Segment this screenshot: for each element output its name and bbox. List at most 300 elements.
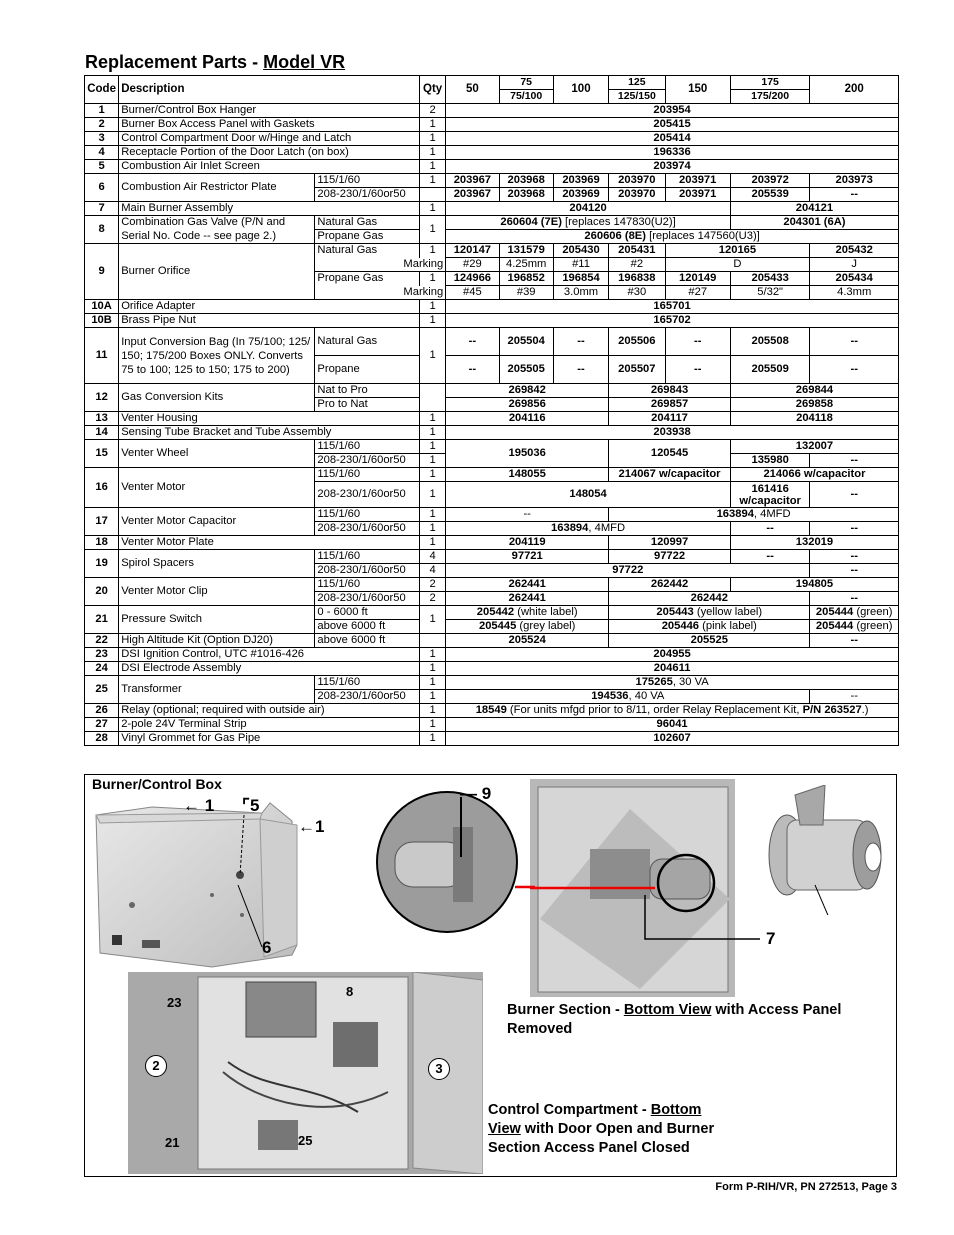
part-number: --	[810, 550, 899, 564]
callout-25: 25	[298, 1133, 313, 1148]
row-description: Combustion Air Restrictor Plate	[119, 174, 315, 202]
callout-6: 6	[262, 938, 272, 957]
part-number: 97722	[446, 564, 810, 578]
marking-value: J	[810, 258, 899, 272]
part-number: 205433	[730, 272, 809, 286]
part-number: 269842	[446, 384, 609, 398]
part-number: 205414	[446, 132, 899, 146]
page-title: Replacement Parts - Model VR	[85, 52, 346, 72]
part-number: --	[810, 592, 899, 606]
callout-1-left: ← 1	[183, 796, 215, 815]
part-number: --	[810, 188, 899, 202]
row-qty: 2	[420, 592, 446, 606]
part-number: --	[665, 356, 730, 384]
part-number: 203971	[665, 174, 730, 188]
part-number: 205444 (green)	[810, 606, 899, 620]
row-code: 26	[85, 704, 119, 718]
row-description: High Altitude Kit (Option DJ20)	[119, 634, 315, 648]
part-number: --	[665, 328, 730, 356]
table-row	[85, 174, 899, 188]
table-row	[85, 718, 899, 732]
voltage-label: 115/1/60	[315, 508, 420, 522]
table-row	[85, 508, 899, 522]
row-code: 6	[85, 174, 119, 202]
gas-type-label: Propane	[315, 356, 420, 384]
row-qty: 1	[420, 508, 446, 522]
row-qty: 1	[420, 662, 446, 676]
table-row	[85, 648, 899, 662]
header-size-175: 175	[730, 76, 809, 90]
replacement-parts-table	[84, 75, 899, 746]
part-number: --	[446, 328, 499, 356]
burner-section-caption: Burner Section - Bottom View with Access Panel Removed	[507, 1002, 842, 1037]
part-number: 194805	[730, 578, 898, 592]
part-number: 204955	[446, 648, 899, 662]
part-number: 262442	[609, 592, 810, 606]
part-number: --	[446, 508, 609, 522]
part-number: 203973	[810, 174, 899, 188]
part-number: --	[810, 454, 899, 468]
table-row	[85, 676, 899, 690]
table-row	[85, 704, 899, 718]
table-row	[85, 384, 899, 398]
row-code: 11	[85, 328, 119, 384]
voltage-label: 208-230/1/60or50	[315, 592, 420, 606]
row-code: 27	[85, 718, 119, 732]
marking-value: D	[665, 258, 810, 272]
header-description: Description	[119, 76, 420, 104]
row-code: 13	[85, 412, 119, 426]
gas-type-label: Natural Gas	[315, 244, 420, 258]
row-code: 3	[85, 132, 119, 146]
part-number: 161416 w/capacitor	[730, 482, 809, 508]
part-number: 97722	[609, 550, 731, 564]
burner-orifice-closeup-photo	[375, 787, 525, 937]
row-code: 18	[85, 536, 119, 550]
row-code: 22	[85, 634, 119, 648]
callout-21: 21	[165, 1135, 180, 1150]
row-description: Vinyl Grommet for Gas Pipe	[119, 732, 420, 746]
gas-type-label: Propane Gas	[315, 272, 420, 286]
altitude-label: above 6000 ft	[315, 620, 420, 634]
row-description: Brass Pipe Nut	[119, 314, 420, 328]
part-number: 204301 (6A)	[730, 216, 898, 230]
part-number: 205525	[609, 634, 810, 648]
table-row	[85, 104, 899, 118]
table-row	[85, 202, 899, 216]
row-description: Venter Motor	[119, 468, 315, 508]
row-qty: 1	[420, 648, 446, 662]
row-qty: 1	[420, 328, 446, 384]
row-description: Gas Conversion Kits	[119, 384, 315, 412]
row-qty: 1	[420, 146, 446, 160]
part-number: 203967	[446, 188, 499, 202]
part-number: 165701	[446, 300, 899, 314]
marking-label: Marking	[315, 258, 446, 272]
marking-value: 4.3mm	[810, 286, 899, 300]
header-size-75: 75	[499, 76, 553, 90]
part-number: 260604 (7E) [replaces 147830(U2)]	[446, 216, 731, 230]
table-row	[85, 230, 899, 244]
row-qty: 1	[420, 522, 446, 536]
part-number: 205506	[609, 328, 665, 356]
row-description: Venter Wheel	[119, 440, 315, 468]
row-description: Combustion Air Inlet Screen	[119, 160, 420, 174]
row-qty: 1	[420, 426, 446, 440]
part-number: 132007	[730, 440, 898, 454]
part-number: 203971	[665, 188, 730, 202]
table-row	[85, 468, 899, 482]
part-number: 203974	[446, 160, 899, 174]
table-row	[85, 578, 899, 592]
header-qty: Qty	[420, 76, 446, 104]
voltage-label: 115/1/60	[315, 440, 420, 454]
row-code: 4	[85, 146, 119, 160]
part-number: 132019	[730, 536, 898, 550]
callout-23: 23	[167, 995, 182, 1010]
callout-1-right: ←1	[298, 817, 325, 836]
row-code: 1	[85, 104, 119, 118]
part-number: --	[810, 328, 899, 356]
row-code: 16	[85, 468, 119, 508]
header-size-75-100: 75/100	[499, 90, 553, 104]
marking-value: #11	[553, 258, 608, 272]
row-description: Spirol Spacers	[119, 550, 315, 578]
part-number: 205508	[730, 328, 809, 356]
header-size-125-150: 125/150	[609, 90, 665, 104]
row-code: 15	[85, 440, 119, 468]
part-number: 205415	[446, 118, 899, 132]
part-number: 203968	[499, 188, 553, 202]
part-number: 205434	[810, 272, 899, 286]
part-number: 214067 w/capacitor	[609, 468, 731, 482]
row-description: Venter Motor Capacitor	[119, 508, 315, 536]
voltage-label: 208-230/1/60or50	[315, 454, 420, 468]
callout-3: 3	[428, 1058, 450, 1080]
row-description: Transformer	[119, 676, 315, 704]
part-number: 102607	[446, 732, 899, 746]
row-qty: 1	[420, 704, 446, 718]
row-code: 23	[85, 648, 119, 662]
table-row	[85, 662, 899, 676]
callout-2: 2	[145, 1055, 167, 1077]
part-number: 163894, 4MFD	[446, 522, 731, 536]
row-code: 14	[85, 426, 119, 440]
control-compartment-caption: Control Compartment - Bottom View with Door Open and Burner Section Access Panel Closed	[488, 1102, 715, 1156]
voltage-label: 115/1/60	[315, 174, 420, 188]
part-number: 131579	[499, 244, 553, 258]
row-qty: 1	[420, 412, 446, 426]
part-number: 203969	[553, 188, 608, 202]
part-number: 269858	[730, 398, 898, 412]
row-description: Serial No. Code -- see page 2.)	[119, 230, 315, 244]
part-number: 203970	[609, 174, 665, 188]
voltage-label: 115/1/60	[315, 550, 420, 564]
altitude-label: 0 - 6000 ft	[315, 606, 420, 620]
part-number: 120997	[609, 536, 731, 550]
part-number: 205504	[499, 328, 553, 356]
part-number: 262441	[446, 578, 609, 592]
row-description: Receptacle Portion of the Door Latch (on box)	[119, 146, 420, 160]
part-number: 205443 (yellow label)	[609, 606, 810, 620]
row-qty: 1	[420, 202, 446, 216]
part-number: 205444 (green)	[810, 620, 899, 634]
gas-type-label: Natural Gas	[315, 216, 420, 230]
row-description: Burner Box Access Panel with Gaskets	[119, 118, 420, 132]
part-number: 203972	[730, 174, 809, 188]
row-code: 20	[85, 578, 119, 606]
marking-value: 4.25mm	[499, 258, 553, 272]
part-number: 96041	[446, 718, 899, 732]
part-number: 205445 (grey label)	[446, 620, 609, 634]
row-description: Venter Housing	[119, 412, 420, 426]
part-number: 205431	[609, 244, 665, 258]
part-number: --	[730, 522, 809, 536]
table-row	[85, 426, 899, 440]
part-number: 205442 (white label)	[446, 606, 609, 620]
table-row	[85, 440, 899, 454]
part-number: 205539	[730, 188, 809, 202]
part-number: --	[810, 482, 899, 508]
part-number: 214066 w/capacitor	[730, 468, 898, 482]
table-row	[85, 328, 899, 356]
row-qty: 2	[420, 104, 446, 118]
row-description: Main Burner Assembly	[119, 202, 420, 216]
part-number: 120545	[609, 440, 731, 468]
header-code: Code	[85, 76, 119, 104]
header-size-100: 100	[553, 76, 608, 104]
row-description: Input Conversion Bag (In 75/100; 125/ 150; 175/200 Boxes ONLY. Converts 75 to 100; 125 to 150; 175 to 200)	[119, 328, 315, 384]
row-description: Combination Gas Valve (P/N and	[119, 216, 315, 230]
marking-value: #29	[446, 258, 499, 272]
row-qty: 1	[420, 536, 446, 550]
part-number: 196838	[609, 272, 665, 286]
row-qty: 4	[420, 550, 446, 564]
kit-type-label: Pro to Nat	[315, 398, 420, 412]
row-code: 10A	[85, 300, 119, 314]
part-number: --	[730, 550, 809, 564]
row-qty	[420, 634, 446, 648]
part-number: 204611	[446, 662, 899, 676]
row-code: 25	[85, 676, 119, 704]
row-qty: 1	[420, 300, 446, 314]
part-number: 175265, 30 VA	[446, 676, 899, 690]
row-description: DSI Electrode Assembly	[119, 662, 420, 676]
part-number: 260606 (8E) [replaces 147560(U3)]	[446, 230, 899, 244]
marking-value: #27	[665, 286, 730, 300]
part-number: 196336	[446, 146, 899, 160]
row-code: 21	[85, 606, 119, 634]
gas-type-label: Propane Gas	[315, 230, 420, 244]
part-number: 262442	[609, 578, 731, 592]
part-number: 205430	[553, 244, 608, 258]
row-qty	[420, 188, 446, 202]
row-qty: 4	[420, 564, 446, 578]
burner-section-photo	[530, 779, 735, 997]
row-qty	[420, 384, 446, 412]
part-number: --	[553, 356, 608, 384]
part-number: 194536, 40 VA	[446, 690, 810, 704]
part-number: 205432	[810, 244, 899, 258]
row-description: Burner/Control Box Hanger	[119, 104, 420, 118]
part-number: 203967	[446, 174, 499, 188]
table-row	[85, 550, 899, 564]
part-number: 205507	[609, 356, 665, 384]
part-number: --	[810, 634, 899, 648]
part-number: 262441	[446, 592, 609, 606]
row-description: Relay (optional; required with outside air)	[119, 704, 420, 718]
table-row	[85, 536, 899, 550]
row-code: 10B	[85, 314, 119, 328]
part-number: 203970	[609, 188, 665, 202]
part-number: 148055	[446, 468, 609, 482]
part-number: 195036	[446, 440, 609, 468]
part-number: 120147	[446, 244, 499, 258]
part-number: 205524	[446, 634, 609, 648]
part-number: --	[810, 690, 899, 704]
row-qty: 1	[420, 690, 446, 704]
marking-value: 5/32"	[730, 286, 809, 300]
row-description: Sensing Tube Bracket and Tube Assembly	[119, 426, 420, 440]
row-qty: 1	[420, 676, 446, 690]
row-description: Venter Motor Plate	[119, 536, 420, 550]
table-row	[85, 314, 899, 328]
row-description: Burner Orifice	[119, 244, 315, 300]
callout-5: ⌜5	[242, 796, 260, 815]
voltage-label: 115/1/60	[315, 468, 420, 482]
part-number: 120165	[665, 244, 810, 258]
row-code: 24	[85, 662, 119, 676]
kit-type-label: Nat to Pro	[315, 384, 420, 398]
row-qty: 1	[420, 118, 446, 132]
row-code: 28	[85, 732, 119, 746]
row-qty: 1	[420, 468, 446, 482]
row-qty: 1	[420, 732, 446, 746]
part-number: 165702	[446, 314, 899, 328]
venter-motor-photo	[745, 785, 895, 915]
part-number: 124966	[446, 272, 499, 286]
part-number: 205505	[499, 356, 553, 384]
row-qty: 1	[420, 482, 446, 508]
callout-8: 8	[346, 984, 354, 999]
row-description: Venter Motor Clip	[119, 578, 315, 606]
part-number: 120149	[665, 272, 730, 286]
row-code: 17	[85, 508, 119, 536]
part-number: 205509	[730, 356, 809, 384]
row-qty: 1	[420, 272, 446, 286]
voltage-label: 208-230/1/60or50	[315, 188, 420, 202]
row-qty: 1	[420, 216, 446, 244]
marking-value: #39	[499, 286, 553, 300]
row-qty: 1	[420, 454, 446, 468]
header-size-175-200: 175/200	[730, 90, 809, 104]
voltage-label: 115/1/60	[315, 578, 420, 592]
table-row	[85, 244, 899, 258]
row-qty: 1	[420, 174, 446, 188]
part-number: 97721	[446, 550, 609, 564]
part-number: 204117	[609, 412, 731, 426]
callout-9: — 9	[460, 784, 492, 803]
part-number: 205446 (pink label)	[609, 620, 810, 634]
voltage-label: 208-230/1/60or50	[315, 690, 420, 704]
row-qty: 1	[420, 606, 446, 634]
part-number: 203969	[553, 174, 608, 188]
table-row	[85, 118, 899, 132]
row-qty: 1	[420, 160, 446, 174]
row-code: 19	[85, 550, 119, 578]
part-number: 135980	[730, 454, 809, 468]
part-number: 203938	[446, 426, 899, 440]
row-qty: 1	[420, 132, 446, 146]
part-number: 269857	[609, 398, 731, 412]
part-number: --	[553, 328, 608, 356]
part-number: --	[810, 522, 899, 536]
part-number: --	[810, 356, 899, 384]
part-number: 148054	[446, 482, 731, 508]
part-number: 269856	[446, 398, 609, 412]
header-size-200: 200	[810, 76, 899, 104]
part-number: 18549 (For units mfgd prior to 8/11, order Relay Replacement Kit, P/N 263527.)	[446, 704, 899, 718]
marking-value: #30	[609, 286, 665, 300]
row-code: 7	[85, 202, 119, 216]
page-footer: Form P-RIH/VR, PN 272513, Page 3	[715, 1181, 897, 1193]
row-code: 12	[85, 384, 119, 412]
table-row	[85, 300, 899, 314]
row-qty: 1	[420, 440, 446, 454]
table-row	[85, 132, 899, 146]
row-code: 5	[85, 160, 119, 174]
row-qty: 2	[420, 578, 446, 592]
callout-7: 7	[766, 929, 776, 948]
marking-value: #45	[446, 286, 499, 300]
marking-value: 3.0mm	[553, 286, 608, 300]
table-row	[85, 160, 899, 174]
header-size-50: 50	[446, 76, 499, 104]
row-description: DSI Ignition Control, UTC #1016-426	[119, 648, 420, 662]
part-number: 163894, 4MFD	[609, 508, 899, 522]
part-number: 204116	[446, 412, 609, 426]
table-row	[85, 412, 899, 426]
altitude-label: above 6000 ft	[315, 634, 420, 648]
part-number: 204121	[730, 202, 898, 216]
row-description: 2-pole 24V Terminal Strip	[119, 718, 420, 732]
part-number: --	[446, 356, 499, 384]
part-number: 203954	[446, 104, 899, 118]
voltage-label: 208-230/1/60or50	[315, 564, 420, 578]
table-header-row	[85, 76, 899, 90]
marking-value: #2	[609, 258, 665, 272]
table-row	[85, 606, 899, 620]
row-description: Orifice Adapter	[119, 300, 420, 314]
part-number: 203968	[499, 174, 553, 188]
part-number: --	[810, 564, 899, 578]
burner-control-box-label: Burner/Control Box	[92, 776, 222, 792]
voltage-label: 208-230/1/60or50	[315, 522, 420, 536]
part-number: 269844	[730, 384, 898, 398]
burner-control-box-photo	[92, 795, 312, 970]
part-number: 196854	[553, 272, 608, 286]
part-number: 204120	[446, 202, 731, 216]
row-code: 8	[85, 216, 119, 244]
part-number: 204119	[446, 536, 609, 550]
table-row	[85, 732, 899, 746]
row-qty: 1	[420, 314, 446, 328]
row-code: 9	[85, 244, 119, 300]
voltage-label: 115/1/60	[315, 676, 420, 690]
row-description: Control Compartment Door w/Hinge and Latch	[119, 132, 420, 146]
table-row	[85, 216, 899, 230]
callout-leader-lines	[230, 815, 270, 955]
